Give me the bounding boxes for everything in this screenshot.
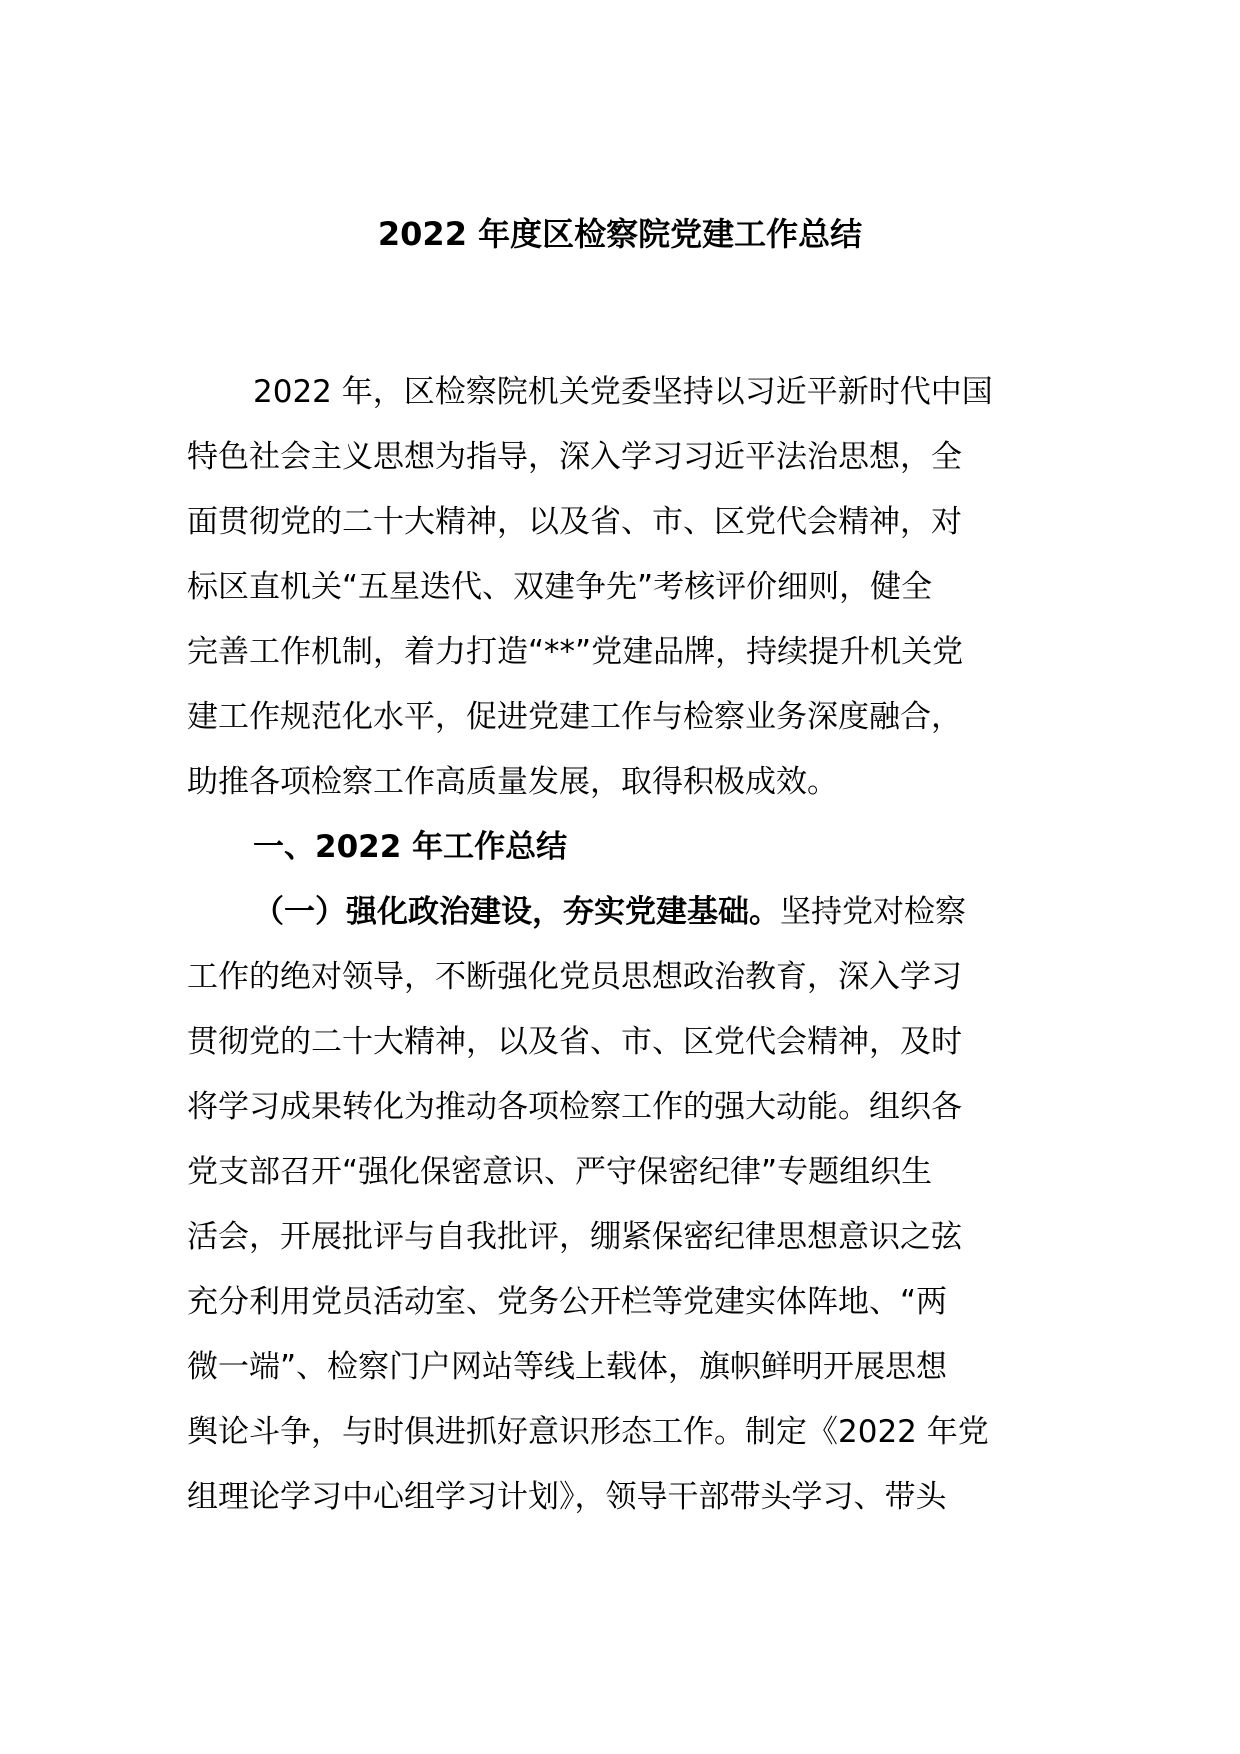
paragraph-line: 完善工作机制，着力打造“**”党建品牌，持续提升机关党 [187,634,964,670]
paragraph-line: 工作的绝对领导，不断强化党员思想政治教育，深入学习 [187,959,962,995]
intro-paragraph [187,360,1053,815]
paragraph-text: 坚持党对检察 [780,894,966,930]
paragraph-line: 标区直机关“五星迭代、双建争先”考核评价细则，健全 [187,569,933,605]
document-title: 2022 年度区检察院党建工作总结 [377,215,863,253]
paragraph-line: 建工作规范化水平，促进党建工作与检察业务深度融合， [187,699,962,735]
paragraph-line: 微一端”、检察门户网站等线上载体，旗帜鲜明开展思想 [187,1349,948,1385]
paragraph-line: 特色社会主义思想为指导，深入学习习近平法治思想，全 [187,439,962,475]
paragraph-line: 组理论学习中心组学习计划》，领导干部带头学习、带头 [187,1479,947,1515]
section-heading-text: 一、2022 年工作总结 [253,829,568,865]
paragraph-line: 活会，开展批评与自我批评，绷紧保密纪律思想意识之弦 [187,1219,962,1255]
paragraph-line [187,880,1053,945]
subsection-heading: （一）强化政治建设，夯实党建基础。 [253,894,780,930]
paragraph-line: 助推各项检察工作高质量发展，取得积极成效。 [187,764,838,800]
subsection-paragraph [187,880,1053,1530]
paragraph-line: 充分利用党员活动室、党务公开栏等党建实体阵地、“两 [187,1284,948,1320]
section-heading [187,815,1053,880]
paragraph-line: 舆论斗争，与时俱进抓好意识形态工作。制定《2022 年党 [187,1414,989,1450]
paragraph-line: 2022 年，区检察院机关党委坚持以习近平新时代中国 [253,374,993,410]
paragraph-line: 贯彻党的二十大精神，以及省、市、区党代会精神，及时 [187,1024,962,1060]
paragraph-line: 面贯彻党的二十大精神，以及省、市、区党代会精神，对 [187,504,962,540]
paragraph-line: 将学习成果转化为推动各项检察工作的强大动能。组织各 [187,1089,962,1125]
paragraph-line: 党支部召开“强化保密意识、严守保密纪律”专题组织生 [187,1154,933,1190]
